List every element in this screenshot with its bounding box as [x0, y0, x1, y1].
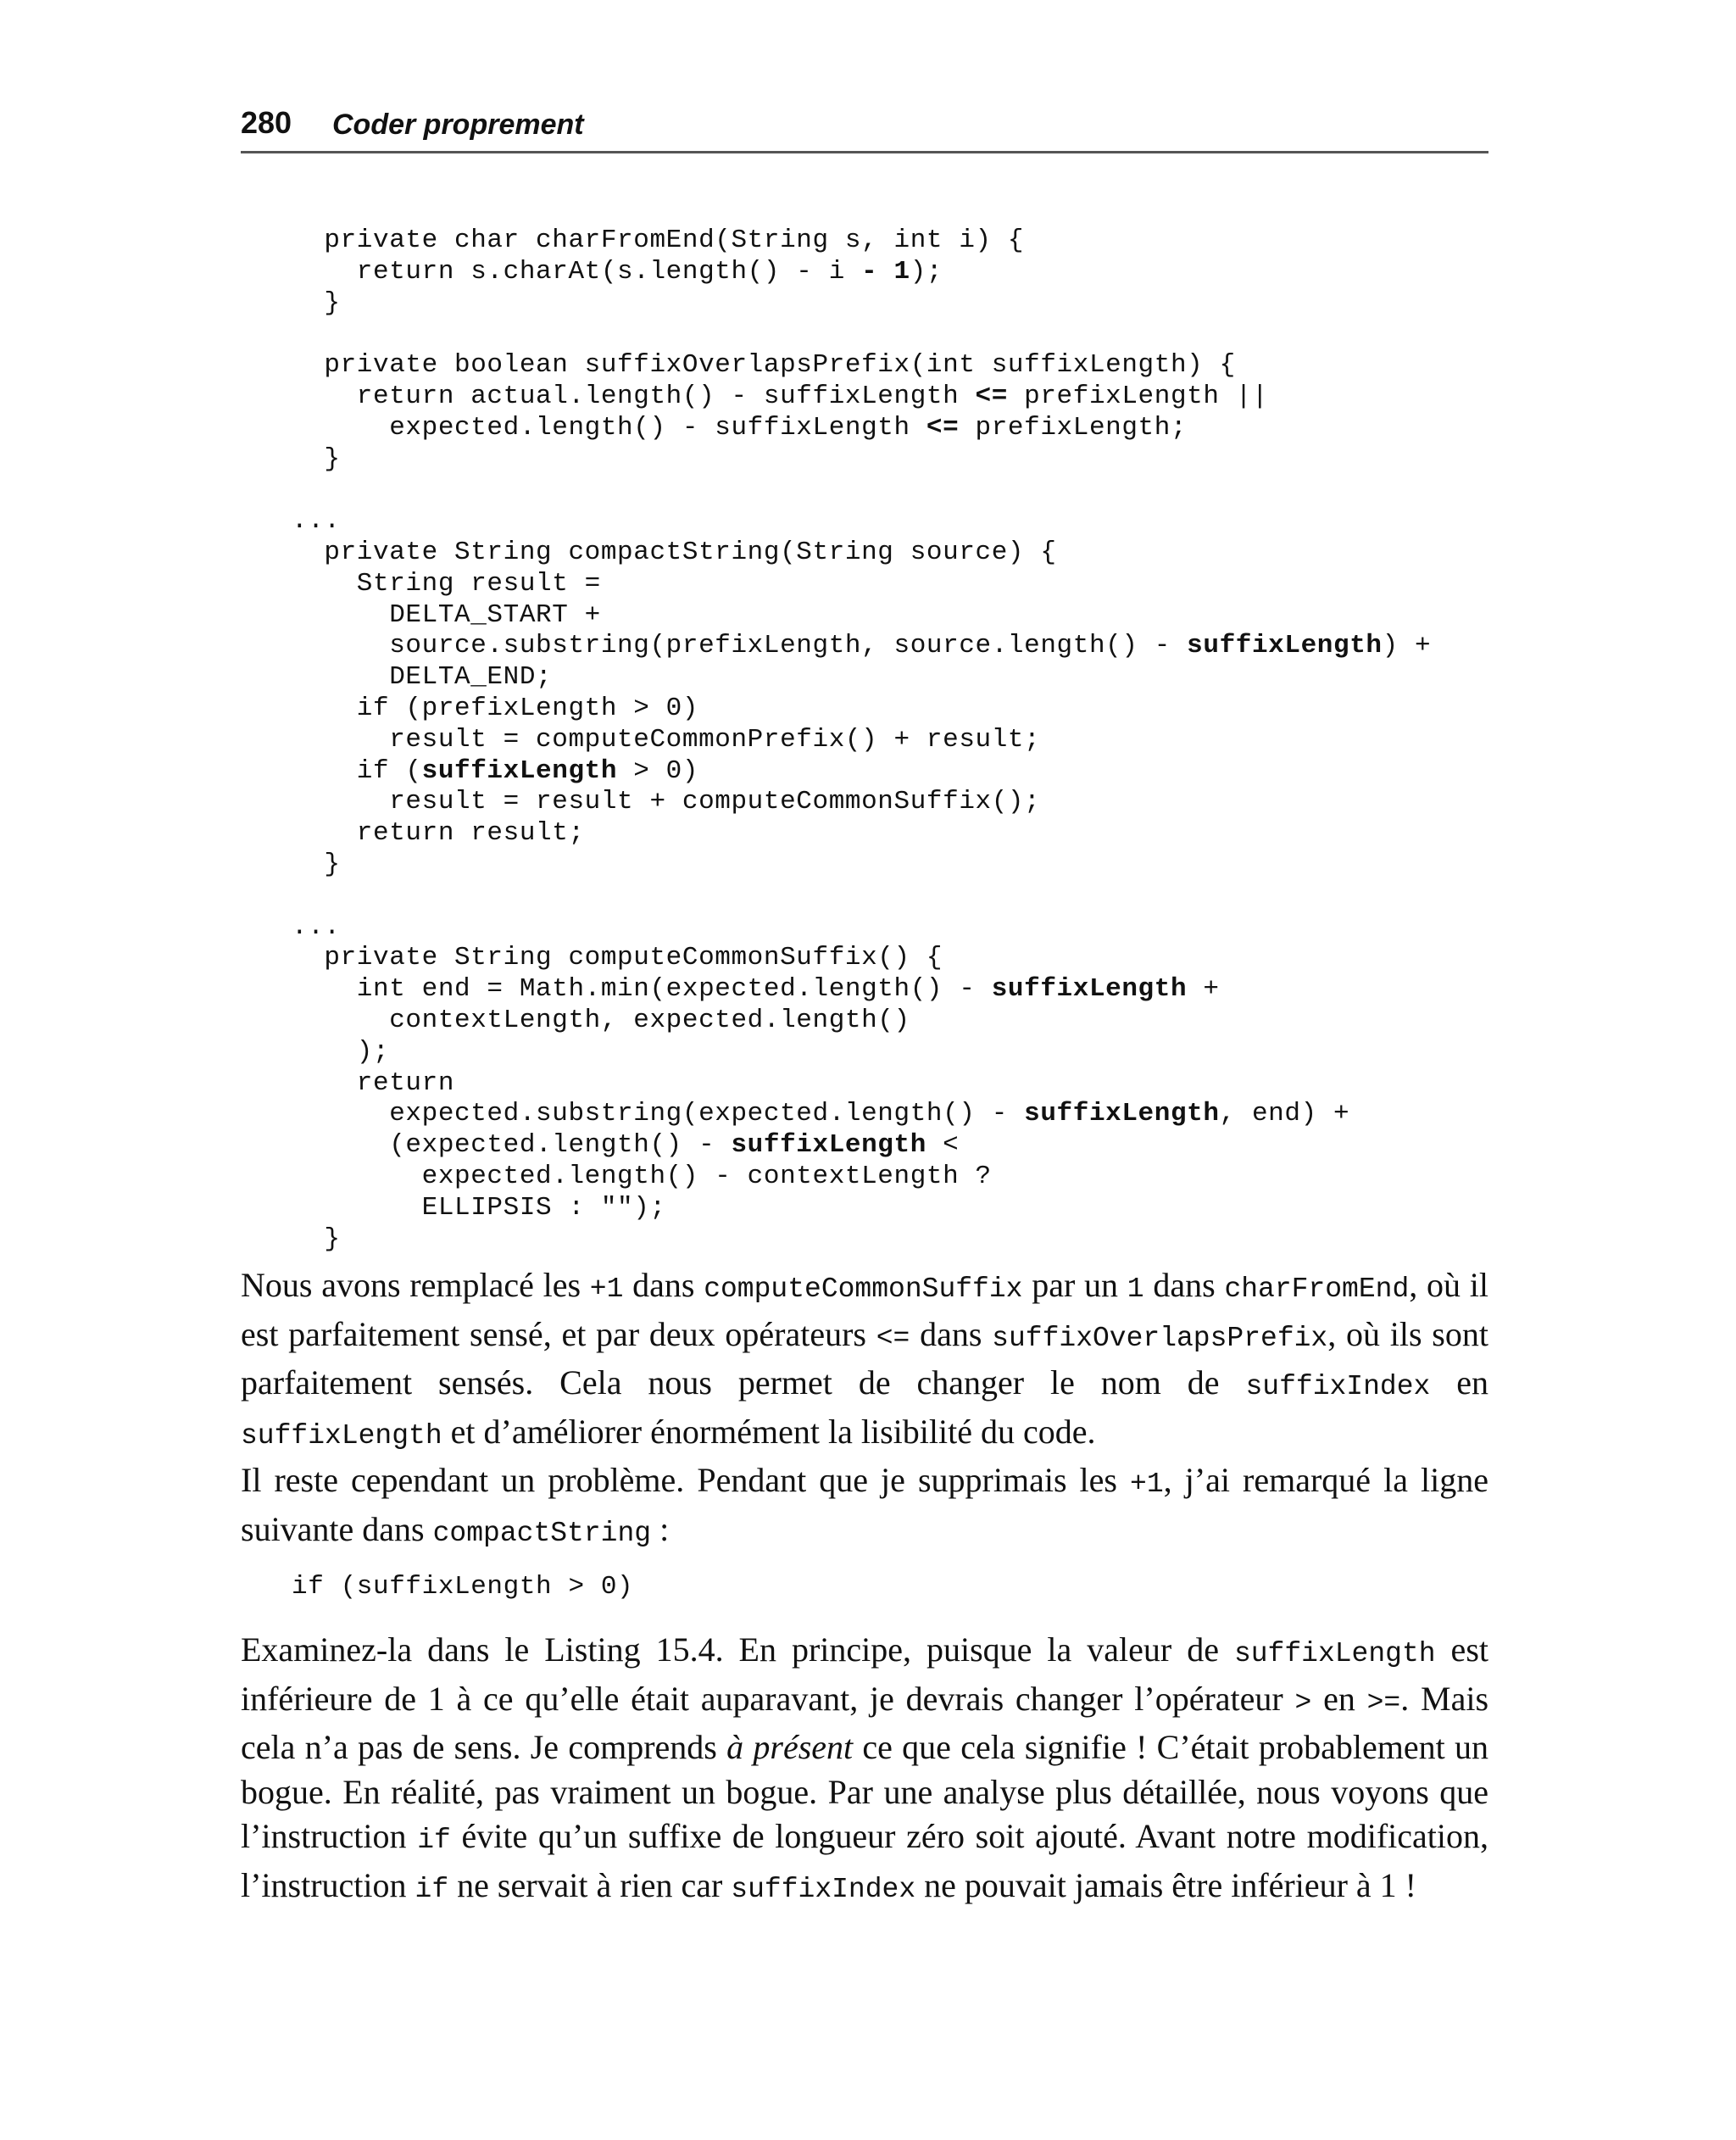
code-token-bold: <=	[926, 412, 960, 443]
code-line	[292, 1099, 1431, 1130]
inline-code: suffixLength	[1233, 1638, 1436, 1669]
paragraph-1	[241, 1263, 1488, 1458]
text-run: et d’améliorer énormément la lisibilité du code.	[442, 1412, 1096, 1451]
code-token: );	[910, 256, 943, 287]
code-token: private String computeCommonSuffix() {	[292, 943, 943, 973]
code-line	[292, 694, 1431, 725]
code-token: (expected.length() -	[292, 1130, 732, 1161]
code-token: int end = Math.min(expected.length() -	[292, 974, 992, 1005]
code-token: ELLIPSIS : "");	[292, 1192, 666, 1223]
code-token: return s.charAt(s.length() - i	[292, 256, 862, 287]
code-token: String result =	[292, 568, 601, 599]
code-token: > 0)	[617, 755, 699, 786]
code-line	[292, 1130, 1431, 1162]
code-token: );	[292, 1036, 390, 1067]
text-run: en	[1430, 1363, 1488, 1402]
code-token: <	[926, 1130, 960, 1161]
code-line	[292, 1006, 1431, 1037]
code-token: return actual.length() - suffixLength	[292, 381, 976, 411]
code-token: private char charFromEnd(String s, int i) {	[292, 226, 1025, 255]
inline-code: >	[1294, 1686, 1312, 1719]
text-run: dans	[910, 1314, 993, 1353]
code-line	[292, 787, 1431, 818]
inline-code: computeCommonSuffix	[704, 1273, 1023, 1305]
inline-code: suffixIndex	[1245, 1371, 1431, 1402]
page-header	[241, 100, 1488, 153]
code-line	[292, 818, 1431, 850]
code-token: ) +	[1382, 631, 1432, 661]
code-listing	[292, 226, 1431, 1255]
code-line	[292, 288, 1431, 320]
inline-code: compactString	[432, 1517, 652, 1549]
code-line	[292, 475, 1431, 506]
text-run: , où il est parfaitement sensé, et par deux opérateurs	[241, 1266, 1489, 1353]
inline-code: +1	[589, 1273, 624, 1305]
code-token: return	[292, 1067, 455, 1098]
code-line	[292, 319, 1431, 350]
code-token: ...	[292, 506, 341, 537]
code-line	[292, 1068, 1431, 1100]
code-line	[292, 538, 1431, 569]
code-token: DELTA_START +	[292, 599, 601, 630]
inline-code: suffixLength	[241, 1419, 442, 1452]
inline-code-snippet: if (suffixLength > 0)	[292, 1572, 634, 1602]
code-token: DELTA_END;	[292, 662, 553, 693]
code-token: }	[292, 443, 341, 474]
inline-code: suffixIndex	[731, 1873, 916, 1905]
code-token-bold: - 1	[861, 256, 910, 287]
inline-code: <=	[876, 1322, 910, 1354]
code-token-bold: suffixLength	[731, 1130, 926, 1161]
code-line	[292, 600, 1431, 632]
book-title: Coder proprement	[332, 109, 584, 141]
code-line	[292, 444, 1431, 476]
code-token: ...	[292, 911, 341, 942]
code-token-bold: suffixLength	[421, 755, 618, 786]
code-token: source.substring(prefixLength, source.length() -	[292, 631, 1188, 661]
code-token: }	[292, 287, 341, 318]
code-token: if (prefixLength > 0)	[292, 693, 699, 723]
inline-code: 1	[1127, 1273, 1144, 1305]
code-token: , end) +	[1219, 1099, 1350, 1129]
code-line	[292, 662, 1431, 694]
code-token: expected.length() - contextLength ?	[292, 1161, 992, 1191]
text-run: , j’ai remarqué la ligne suivante dans	[241, 1461, 1488, 1548]
text-run: , où ils sont parfaitement sensés. Cela nous permet de changer le nom de	[241, 1314, 1488, 1402]
text-run: Nous avons remplacé les	[241, 1266, 590, 1304]
code-token-bold: <=	[975, 381, 1008, 411]
inline-code: +1	[1130, 1468, 1164, 1500]
code-line	[292, 226, 1431, 257]
text-run: Examinez-la dans le Listing 15.4. En principe, puisque la valeur de	[241, 1630, 1234, 1669]
inline-code: charFromEnd	[1224, 1273, 1410, 1305]
inline-code: suffixOverlapsPrefix	[992, 1322, 1328, 1354]
code-line	[292, 382, 1431, 413]
code-line	[292, 1193, 1431, 1224]
text-run: est inférieure de 1 à ce qu’elle était auparavant, je devrais changer l’opérateur	[241, 1630, 1488, 1718]
text-run: dans	[623, 1266, 704, 1304]
code-token: prefixLength ||	[1007, 381, 1269, 411]
inline-code: if	[415, 1873, 449, 1905]
text-run: ne servait à rien car	[448, 1865, 732, 1904]
code-token: return result;	[292, 818, 585, 849]
code-line	[292, 725, 1431, 756]
code-token-bold: suffixLength	[1024, 1099, 1220, 1129]
paragraph-2	[241, 1458, 1488, 1556]
code-line	[292, 1037, 1431, 1068]
code-token: prefixLength;	[959, 412, 1188, 443]
code-line	[292, 257, 1431, 288]
text-run: ce que cela signifie ! C’était probablement un bogue. En réalité, pas vraiment un bogue. Par une analyse plus détaillée, nous voyons que l’instruction	[241, 1728, 1488, 1855]
inline-code: >=	[1366, 1686, 1401, 1719]
code-line	[292, 1162, 1431, 1193]
code-line	[292, 506, 1431, 538]
code-line	[292, 1224, 1431, 1256]
text-run: par un	[1022, 1266, 1127, 1304]
text-run: en	[1311, 1679, 1367, 1718]
code-line	[292, 974, 1431, 1006]
code-token: expected.length() - suffixLength	[292, 412, 926, 443]
code-token: result = result + computeCommonSuffix();	[292, 787, 1041, 817]
italic-text: à présent	[726, 1728, 854, 1766]
code-token: result = computeCommonPrefix() + result;	[292, 724, 1041, 755]
code-token: private boolean suffixOverlapsPrefix(int suffixLength) {	[292, 350, 1236, 381]
inline-code: if	[417, 1825, 451, 1856]
code-token: contextLength, expected.length()	[292, 1005, 910, 1035]
code-token: private String compactString(String source) {	[292, 537, 1057, 567]
code-line	[292, 912, 1431, 944]
text-run: dans	[1143, 1266, 1225, 1304]
code-line	[292, 569, 1431, 600]
text-run: . Mais cela n’a pas de sens. Je comprends	[241, 1679, 1489, 1766]
code-line	[292, 756, 1431, 788]
code-line	[292, 413, 1431, 444]
text-run: :	[651, 1509, 670, 1548]
code-line	[292, 850, 1431, 881]
page-number: 280	[241, 105, 292, 140]
paragraph-3	[241, 1628, 1488, 1912]
text-run: ne pouvait jamais être inférieur à 1 !	[915, 1865, 1416, 1904]
code-token-bold: suffixLength	[1187, 631, 1383, 661]
code-token: }	[292, 849, 341, 879]
code-line	[292, 631, 1431, 662]
code-line	[292, 881, 1431, 912]
code-token: expected.substring(expected.length() -	[292, 1099, 1025, 1129]
code-line	[292, 350, 1431, 382]
code-token: }	[292, 1223, 341, 1254]
text-run: Il reste cependant un problème. Pendant que je supprimais les	[241, 1461, 1131, 1499]
code-line	[292, 943, 1431, 974]
code-token: if (	[292, 755, 422, 786]
text-run: évite qu’un suffixe de longueur zéro soit ajouté. Avant notre modification, l’instruction	[241, 1817, 1488, 1904]
code-token-bold: suffixLength	[991, 974, 1188, 1005]
code-token: +	[1187, 974, 1220, 1005]
